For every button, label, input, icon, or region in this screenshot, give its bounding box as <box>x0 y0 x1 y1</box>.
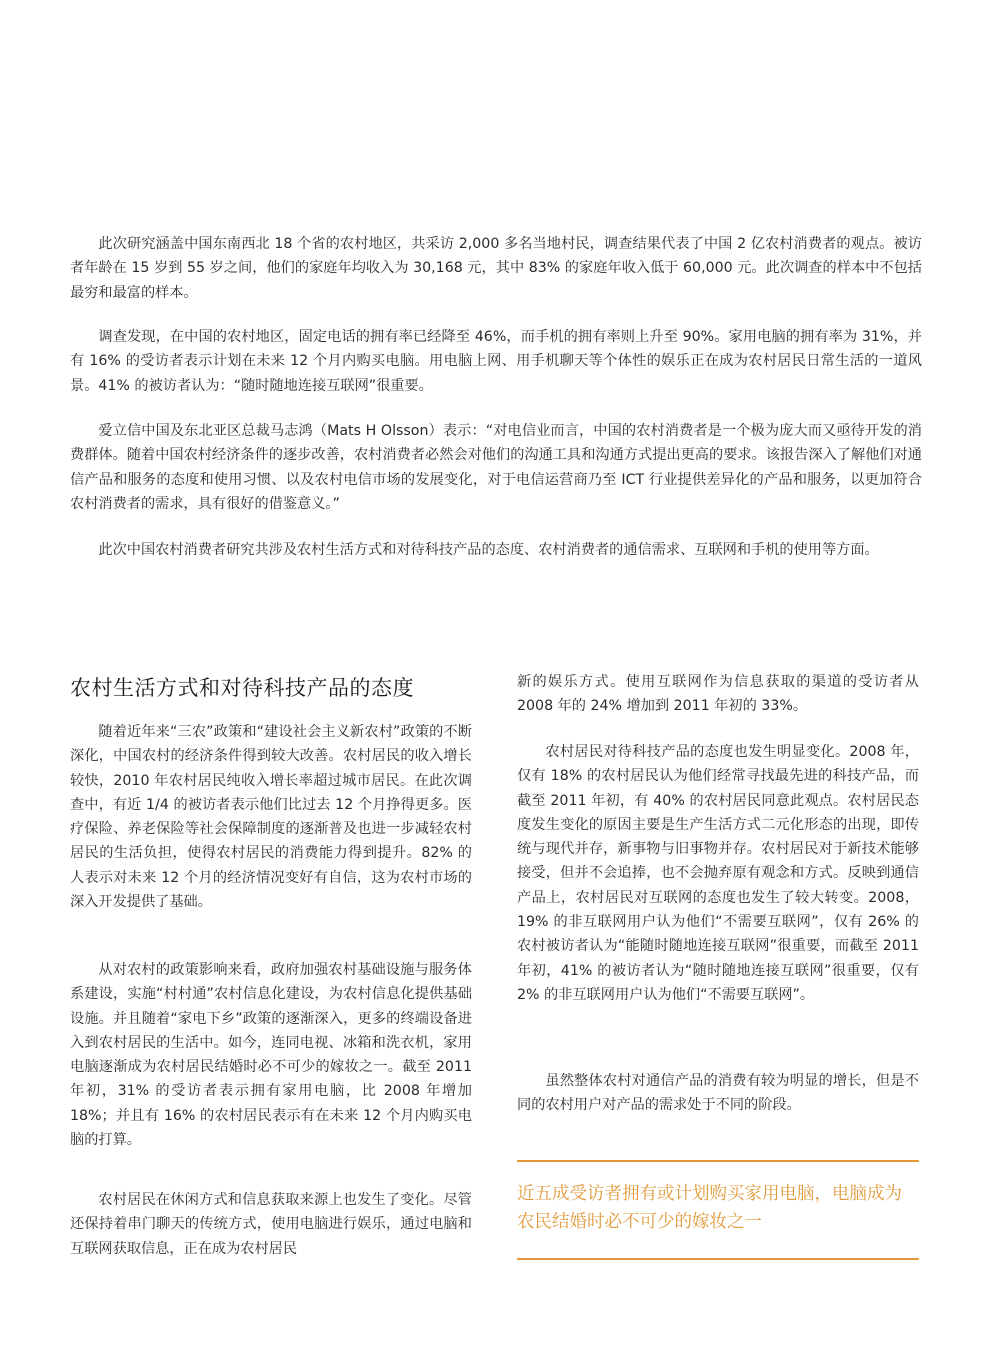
pull-quote-bottom-rule <box>517 1258 919 1260</box>
section-heading: 农村生活方式和对待科技产品的态度 <box>70 676 414 700</box>
left-paragraph-1: 随着近年来“三农”政策和“建设社会主义新农村”政策的不断深化，中国农村的经济条件得到较大改善。农村居民的收入增长较快，2010 年农村居民纯收入增长率超过城市居民。在此次调查中，有近 1/4 的被访者表示他们比过去 12 个月挣得更多。医疗保险、养老保险等社会保障制度的逐渐普及也进一步减轻农村居民的生活负担，使得农村居民的消费能力得到提升。82% 的人表示对未来 12 个月的经济情况变好有自信，这为农村市场的深入开发提供了基础。 <box>70 724 472 911</box>
pull-quote: 近五成受访者拥有或计划购买家用电脑，电脑成为农民结婚时必不可少的嫁妆之一 <box>517 1184 902 1232</box>
right-paragraph-1: 新的娱乐方式。使用互联网作为信息获取的渠道的受访者从 2008 年的 24% 增加到 2011 年初的 33%。 <box>517 674 919 715</box>
intro-paragraph-1: 此次研究涵盖中国东南西北 18 个省的农村地区，共采访 2,000 多名当地村民，调查结果代表了中国 2 亿农村消费者的观点。被访者年龄在 15 岁到 55 岁之间，他们的家庭年均收入为 30,168 元，其中 83% 的家庭年收入低于 60,000 元。此次调查的样本中不包括最穷和最富的样本。 <box>70 236 922 301</box>
right-paragraph-3: 虽然整体农村对通信产品的消费有较为明显的增长，但是不同的农村用户对产品的需求处于不同的阶段。 <box>517 1073 919 1114</box>
left-paragraph-2: 从对农村的政策影响来看，政府加强农村基础设施与服务体系建设，实施“村村通”农村信息化建设，为农村信息化提供基础设施。并且随着“家电下乡”政策的逐渐深入，更多的终端设备进入到农村居民的生活中。如今，连同电视、冰箱和洗衣机，家用电脑逐渐成为农村居民结婚时必不可少的嫁妆之一。截至 2011 年初，31% 的受访者表示拥有家用电脑，比 2008 年增加 18%；并且有 16% 的农村居民表示有在未来 12 个月内购买电脑的打算。 <box>70 962 472 1149</box>
intro-paragraph-4: 此次中国农村消费者研究共涉及农村生活方式和对待科技产品的态度、农村消费者的通信需求、互联网和手机的使用等方面。 <box>98 542 879 558</box>
right-paragraph-2: 农村居民对待科技产品的态度也发生明显变化。2008 年，仅有 18% 的农村居民认为他们经常寻找最先进的科技产品，而截至 2011 年初，有 40% 的农村居民同意此观点。农村居民态度发生变化的原因主要是生产生活方式二元化形态的出现，即传统与现代并存，新事物与旧事物并存。农村居民对于新技术能够接受，但并不会追捧，也不会抛弃原有观念和方式。反映到通信产品上，农村居民对互联网的态度也发生了较大转变。2008，19% 的非互联网用户认为他们“不需要互联网”，仅有 26% 的农村被访者认为“能随时随地连接互联网”很重要，而截至 2011 年初，41% 的被访者认为“随时随地连接互联网”很重要，仅有 2% 的非互联网用户认为他们“不需要互联网”。 <box>517 744 919 1003</box>
intro-paragraph-2: 调查发现，在中国的农村地区，固定电话的拥有率已经降至 46%，而手机的拥有率则上升至 90%。家用电脑的拥有率为 31%，并有 16% 的受访者表示计划在未来 12 个月内购买电脑。用电脑上网、用手机聊天等个体性的娱乐正在成为农村居民日常生活的一道风景。41% 的被访者认为：“随时随地连接互联网”很重要。 <box>70 329 922 394</box>
pull-quote-top-rule <box>517 1160 919 1162</box>
intro-paragraph-3: 爱立信中国及东北亚区总裁马志鸿（Mats H Olsson）表示：“对电信业而言，中国的农村消费者是一个极为庞大而又亟待开发的消费群体。随着中国农村经济条件的逐步改善，农村消费者必然会对他们的沟通工具和沟通方式提出更高的要求。该报告深入了解他们对通信产品和服务的态度和使用习惯、以及农村电信市场的发展变化，对于电信运营商乃至 ICT 行业提供差异化的产品和服务，以更加符合农村消费者的需求，具有很好的借鉴意义。” <box>70 423 922 512</box>
left-paragraph-3: 农村居民在休闲方式和信息获取来源上也发生了变化。尽管还保持着串门聊天的传统方式，使用电脑进行娱乐，通过电脑和互联网获取信息，正在成为农村居民 <box>70 1192 472 1257</box>
